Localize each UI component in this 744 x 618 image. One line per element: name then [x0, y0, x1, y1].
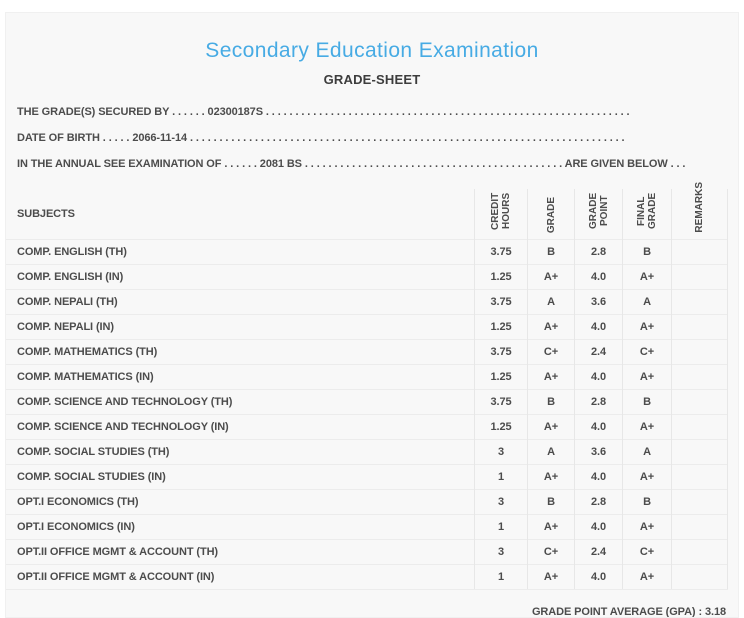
credit-hours-cell: 3: [475, 540, 528, 565]
credit-hours-cell: 3: [475, 440, 528, 465]
table-row: [6, 540, 728, 565]
grade-cell: C+: [528, 540, 575, 565]
candidate-info: [17, 99, 727, 177]
grade-point-cell: 4.0: [575, 515, 623, 540]
subject-cell: OPT.I ECONOMICS (IN): [6, 515, 475, 540]
final-grade-cell: B: [623, 490, 672, 515]
grade-cell: A+: [528, 565, 575, 590]
table-row: [6, 465, 728, 490]
gradesheet-card: [5, 12, 739, 618]
final-grade-cell: B: [623, 390, 672, 415]
subject-cell: OPT.II OFFICE MGMT & ACCOUNT (IN): [6, 565, 475, 590]
table-row: [6, 290, 728, 315]
grade-cell: A: [528, 440, 575, 465]
column-header-credit-hours: CREDIT HOURS: [475, 189, 528, 240]
grade-point-cell: 2.4: [575, 540, 623, 565]
table-row: [6, 390, 728, 415]
column-header-grade-point: GRADE POINT: [575, 189, 623, 240]
remarks-cell: [672, 515, 728, 540]
table-row: [6, 565, 728, 590]
grade-point-cell: 3.6: [575, 440, 623, 465]
subject-cell: OPT.I ECONOMICS (TH): [6, 490, 475, 515]
grade-point-cell: 4.0: [575, 315, 623, 340]
subject-cell: COMP. SCIENCE AND TECHNOLOGY (TH): [6, 390, 475, 415]
final-grade-cell: A+: [623, 515, 672, 540]
remarks-cell: [672, 490, 728, 515]
table-row: [6, 365, 728, 390]
credit-hours-cell: 3.75: [475, 390, 528, 415]
grade-cell: A+: [528, 415, 575, 440]
grade-point-cell: 4.0: [575, 365, 623, 390]
subject-cell: COMP. MATHEMATICS (TH): [6, 340, 475, 365]
table-row: [6, 515, 728, 540]
final-grade-cell: A+: [623, 565, 672, 590]
final-grade-cell: A+: [623, 365, 672, 390]
remarks-cell: [672, 415, 728, 440]
grade-cell: A+: [528, 315, 575, 340]
credit-hours-cell: 1.25: [475, 365, 528, 390]
column-header-subjects: SUBJECTS: [17, 208, 75, 220]
gpa-value: 3.18: [704, 606, 726, 618]
table-row: [6, 415, 728, 440]
grade-point-cell: 2.8: [575, 490, 623, 515]
final-grade-cell: B: [623, 240, 672, 265]
column-header-grade: GRADE: [528, 189, 575, 240]
grade-cell: B: [528, 490, 575, 515]
gpa-row: [6, 590, 726, 618]
grade-cell: A+: [528, 365, 575, 390]
subject-cell: COMP. SCIENCE AND TECHNOLOGY (IN): [6, 415, 475, 440]
table-row: [6, 265, 728, 290]
grade-cell: B: [528, 390, 575, 415]
credit-hours-cell: 3.75: [475, 340, 528, 365]
remarks-cell: [672, 240, 728, 265]
grade-point-cell: 4.0: [575, 265, 623, 290]
final-grade-cell: C+: [623, 340, 672, 365]
credit-hours-cell: 1.25: [475, 315, 528, 340]
remarks-cell: [672, 440, 728, 465]
grade-point-cell: 4.0: [575, 565, 623, 590]
table-row: [6, 315, 728, 340]
final-grade-cell: A+: [623, 465, 672, 490]
table-row: [6, 240, 728, 265]
credit-hours-cell: 1: [475, 565, 528, 590]
grade-point-cell: 4.0: [575, 465, 623, 490]
credit-hours-cell: 3: [475, 490, 528, 515]
final-grade-cell: A+: [623, 315, 672, 340]
credit-hours-cell: 3.75: [475, 290, 528, 315]
grade-cell: B: [528, 240, 575, 265]
final-grade-cell: C+: [623, 540, 672, 565]
remarks-cell: [672, 390, 728, 415]
final-grade-cell: A: [623, 290, 672, 315]
remarks-cell: [672, 540, 728, 565]
grade-cell: A+: [528, 265, 575, 290]
remarks-cell: [672, 365, 728, 390]
column-header-final-grade: FINAL GRADE: [623, 189, 672, 240]
table-row: [6, 340, 728, 365]
grade-point-cell: 2.8: [575, 240, 623, 265]
info-line-date-of-birth: DATE OF BIRTH . . . . . 2066-11-14 . . . . . . . . . . . . . . . . . . . . . . . . . . . . . . . . . . . . . . . . . . . . . . . . . . . . . . . . . . . . . . . . . . . . . . . . . .: [17, 132, 625, 144]
credit-hours-cell: 1: [475, 465, 528, 490]
credit-hours-cell: 1.25: [475, 265, 528, 290]
info-line-exam-year: IN THE ANNUAL SEE EXAMINATION OF . . . . . . 2081 BS . . . . . . . . . . . . . . . . . . . . . . . . . . . . . . . . . . . . . . . . . . . . ARE GIVEN BELOW . . .: [17, 158, 686, 170]
remarks-cell: [672, 290, 728, 315]
table-row: [6, 490, 728, 515]
remarks-cell: [672, 340, 728, 365]
table-header-row: [6, 189, 728, 240]
gradesheet-subtitle: GRADE-SHEET: [323, 72, 421, 87]
credit-hours-cell: 3.75: [475, 240, 528, 265]
credit-hours-cell: 1.25: [475, 415, 528, 440]
subject-cell: COMP. MATHEMATICS (IN): [6, 365, 475, 390]
table-row: [6, 440, 728, 465]
grade-point-cell: 2.8: [575, 390, 623, 415]
grade-cell: A+: [528, 515, 575, 540]
remarks-cell: [672, 315, 728, 340]
subject-cell: COMP. SOCIAL STUDIES (TH): [6, 440, 475, 465]
remarks-cell: [672, 465, 728, 490]
credit-hours-cell: 1: [475, 515, 528, 540]
page-title: Secondary Education Examination: [205, 39, 539, 62]
remarks-cell: [672, 265, 728, 290]
grade-point-cell: 3.6: [575, 290, 623, 315]
subject-cell: COMP. SOCIAL STUDIES (IN): [6, 465, 475, 490]
grade-point-cell: 2.4: [575, 340, 623, 365]
grades-table: [6, 182, 728, 590]
subject-cell: COMP. NEPALI (TH): [6, 290, 475, 315]
grade-cell: C+: [528, 340, 575, 365]
grade-cell: A: [528, 290, 575, 315]
final-grade-cell: A+: [623, 415, 672, 440]
grade-point-cell: 4.0: [575, 415, 623, 440]
gpa-label: GRADE POINT AVERAGE (GPA) :: [531, 606, 703, 618]
grade-cell: A+: [528, 465, 575, 490]
remarks-cell: [672, 565, 728, 590]
subject-cell: OPT.II OFFICE MGMT & ACCOUNT (TH): [6, 540, 475, 565]
info-line-symbol-number: THE GRADE(S) SECURED BY . . . . . . 02300187S . . . . . . . . . . . . . . . . . . . . . . . . . . . . . . . . . . . . . . . . . . . . . . . . . . . . . . . . . . . . . .: [17, 106, 630, 118]
subject-cell: COMP. ENGLISH (TH): [6, 240, 475, 265]
subject-cell: COMP. ENGLISH (IN): [6, 265, 475, 290]
subject-cell: COMP. NEPALI (IN): [6, 315, 475, 340]
column-header-remarks: REMARKS: [672, 189, 728, 240]
final-grade-cell: A: [623, 440, 672, 465]
final-grade-cell: A+: [623, 265, 672, 290]
